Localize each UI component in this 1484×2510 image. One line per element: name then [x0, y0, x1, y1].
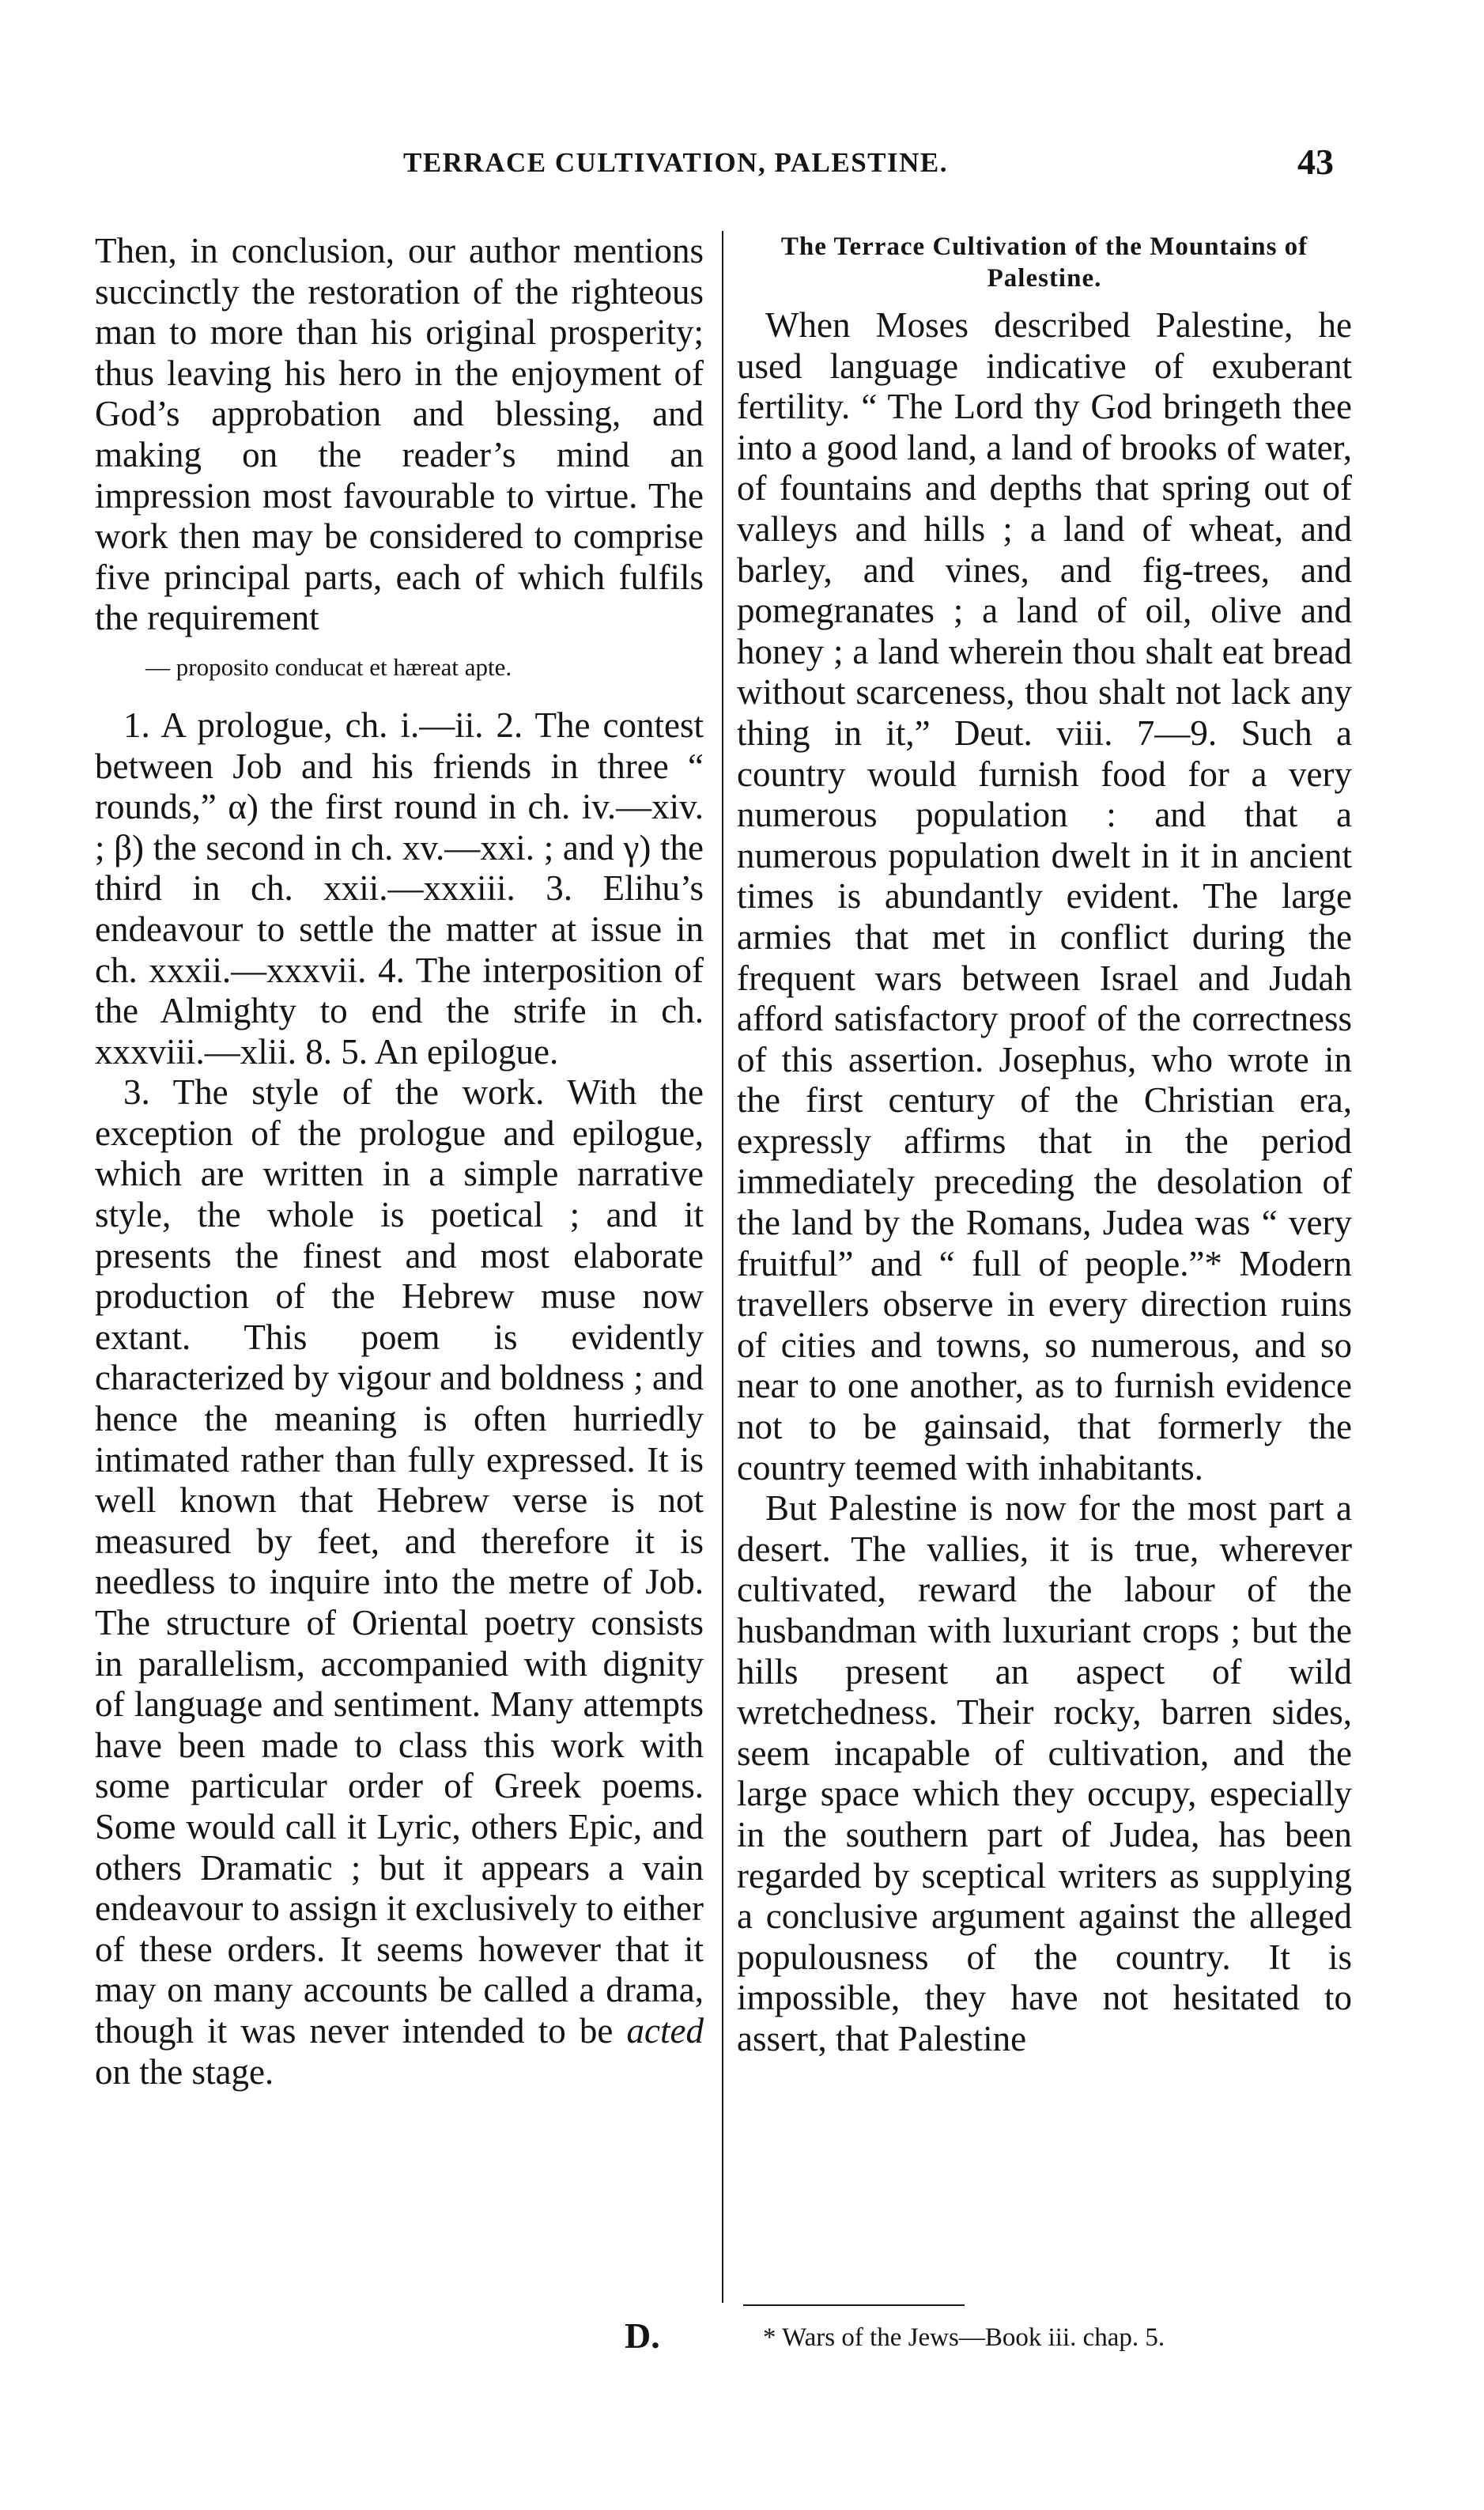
left-paragraph-2: 1. A prologue, ch. i.—ii. 2. The contest between Job and his friends in three “ rounds,” α) the first round in ch. iv.—xiv. ; β) the second in ch. xv.—xxi. ; and γ) the third in ch. xxii.—xxxiii. 3. Elihu’s endeavour to settle the matter at issue in ch. xxxii.—xxxvii. 4. The interposition of the Almighty to end the strife in ch. xxxviii.—xlii. 8. 5. An epilogue. [95, 705, 704, 1072]
right-column [737, 231, 1352, 2060]
right-paragraph-1: When Moses described Palestine, he used language indicative of exuberant fertility. “ The Lord thy God bringeth thee into a good land, a land of brooks of water, of fountains and depths that spring out of valleys and hills ; a land of wheat, and barley, and vines, and fig-trees, and pomegranates ; a land of oil, olive and honey ; a land wherein thou shalt eat bread without scarceness, thou shalt not lack any thing in it,” Deut. viii. 7—9. Such a country would furnish food for a very numerous population : and that a numerous population dwelt in it in ancient times is abundantly evident. The large armies that met in conflict during the frequent wars between Israel and Judah afford satisfactory proof of the correctness of this assertion. Josephus, who wrote in the first century of the Christian era, expressly affirms that in the period immediately preceding the desolation of the land by the Romans, Judea was “ very fruitful” and “ full of people.”* Modern travellers observe in every direction ruins of cities and towns, so numerous, and so near to one another, as to furnish evidence not to be gainsaid, that formerly the country teemed with inhabitants. [737, 305, 1352, 1487]
footnote-rule [743, 2304, 965, 2306]
page-number: 43 [1297, 142, 1334, 182]
italic-word: acted [626, 2010, 704, 2051]
running-head: TERRACE CULTIVATION, PALESTINE. [403, 147, 948, 178]
author-signature: D. [625, 2315, 660, 2356]
left-paragraph-3-end: on the stage. [95, 2051, 274, 2092]
column-divider [722, 231, 723, 2303]
latin-quotation: — proposito conducat et hæreat apte. [145, 652, 512, 681]
section-title: The Terrace Cultivation of the Mountains of Palestine. [780, 232, 1308, 293]
left-paragraph-3 [95, 1072, 704, 2092]
left-paragraph-1: Then, in conclusion, our author mentions succinctly the restoration of the righteous man to more than his original prosperity; thus leaving his hero in the enjoyment of God’s approbation and blessing, and making on the reader’s mind an impression most favourable to virtue. The work then may be considered to comprise five principal parts, each of which fulfils the requirement [95, 231, 704, 638]
right-paragraph-2: But Palestine is now for the most part a desert. The vallies, it is true, wherever cultivated, reward the labour of the husbandman with luxuriant crops ; but the hills present an aspect of wild wretchedness. Their rocky, barren sides, seem incapable of cultivation, and the large space which they occupy, especially in the southern part of Judea, has been regarded by sceptical writers as supplying a conclusive argument against the alleged populousness of the country. It is impossible, they have not hesitated to assert, that Palestine [737, 1488, 1352, 2058]
footnote: * Wars of the Jews—Book iii. chap. 5. [763, 2323, 1165, 2352]
left-column [95, 231, 704, 2092]
left-paragraph-3-text: 3. The style of the work. With the exception of the prologue and epilogue, which are written in a simple narrative style, the whole is poetical ; and it presents the finest and most elaborate production of the Hebrew muse now extant. This poem is evidently characterized by vigour and boldness ; and hence the meaning is often hurriedly intimated rather than fully expressed. It is well known that Hebrew verse is not measured by feet, and therefore it is needless to inquire into the metre of Job. The structure of Oriental poetry consists in parallelism, accompanied with dignity of language and sentiment. Many attempts have been made to class this work with some particular order of Greek poems. Some would call it Lyric, others Epic, and others Dramatic ; but it appears a vain endeavour to assign it exclusively to either of these orders. It seems however that it may on many accounts be called a drama, though it was never intended to be [95, 1072, 704, 2051]
